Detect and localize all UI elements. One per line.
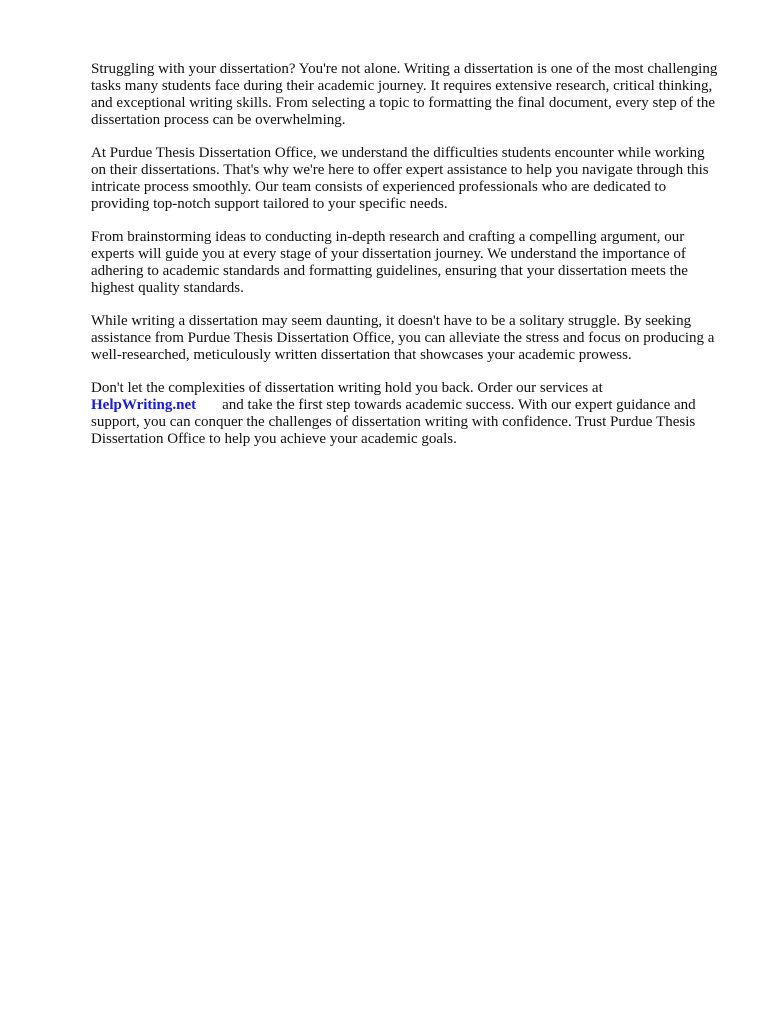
helpwriting-link[interactable]: HelpWriting.net bbox=[91, 397, 197, 413]
order-text-before-link: Don't let the complexities of dissertation writing hold you back. Order our services at bbox=[91, 380, 603, 396]
paragraph-purdue-office: At Purdue Thesis Dissertation Office, we understand the difficulties students encounter while working on their dissertations. That's why we're here to offer expert assistance to help you navigate through this intricate process smoothly. Our team consists of experienced professionals who are dedicated to providing top-notch support tailored to your specific needs. bbox=[91, 145, 709, 212]
paragraph-order-services bbox=[91, 380, 721, 448]
paragraph-brainstorming: From brainstorming ideas to conducting in-depth research and crafting a compelling argument, our experts will guide you at every stage of your dissertation journey. We understand the importance of adhering to academic standards and formatting guidelines, ensuring that your dissertation meets the highest quality standards. bbox=[91, 229, 688, 296]
paragraph-struggling: Struggling with your dissertation? You're not alone. Writing a dissertation is one of the most challenging tasks many students face during their academic journey. It requires extensive research, critical thinking, and exceptional writing skills. From selecting a topic to formatting the final document, every step of the dissertation process can be overwhelming. bbox=[91, 61, 718, 128]
paragraph-solitary-struggle: While writing a dissertation may seem daunting, it doesn't have to be a solitary struggle. By seeking assistance from Purdue Thesis Dissertation Office, you can alleviate the stress and focus on producing a well-researched, meticulously written dissertation that showcases your academic prowess. bbox=[91, 313, 715, 363]
order-text-after-link: and take the first step towards academic success. With our expert guidance and support, you can conquer the challenges of dissertation writing with confidence. Trust Purdue Thesis Dissertation Office to help you achieve your academic goals. bbox=[91, 397, 696, 447]
document-body bbox=[91, 61, 721, 464]
